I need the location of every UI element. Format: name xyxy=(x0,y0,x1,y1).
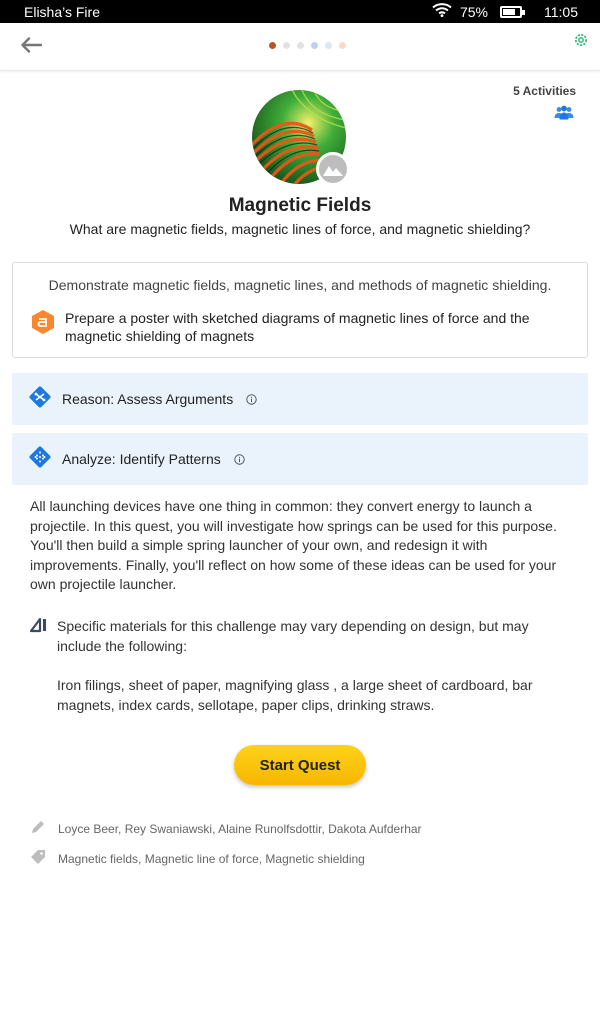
skill-reason[interactable] xyxy=(12,373,588,425)
info-icon[interactable] xyxy=(246,394,257,405)
reason-diamond-icon xyxy=(28,385,52,414)
wifi-icon xyxy=(432,3,452,20)
activities-count[interactable] xyxy=(513,84,576,125)
info-icon[interactable] xyxy=(234,454,245,465)
pencil-icon xyxy=(30,819,46,838)
objective-text: Demonstrate magnetic fields, magnetic lines, and methods of magnetic shielding. xyxy=(48,277,552,293)
users-icon xyxy=(554,105,574,125)
skill-analyze[interactable] xyxy=(12,433,588,485)
progress-dot-1[interactable] xyxy=(269,42,276,49)
clock: 11:05 xyxy=(544,3,578,20)
back-button[interactable] xyxy=(14,33,48,61)
materials-ruler-icon xyxy=(30,617,48,715)
materials-intro: Specific materials for this challenge may vary depending on design, but may include the following: xyxy=(57,618,529,654)
progress-dot-5[interactable] xyxy=(325,42,332,49)
activities-label: 5 Activities xyxy=(513,84,576,98)
progress-dot-3[interactable] xyxy=(297,42,304,49)
settings-button[interactable] xyxy=(574,33,588,47)
tag-icon xyxy=(30,849,46,868)
materials-list: Iron filings, sheet of paper, magnifying glass , a large sheet of cardboard, bar magnets, index cards, sellotape, paper clips, drinking straws. xyxy=(57,677,533,713)
progress-dots xyxy=(269,42,346,49)
materials-text xyxy=(57,617,570,715)
battery-percent: 75% xyxy=(459,3,488,20)
status-bar xyxy=(0,0,600,23)
status-icons xyxy=(432,3,578,20)
task-item xyxy=(31,309,571,345)
skill-label: Analyze: Identify Patterns xyxy=(62,451,221,467)
quest-image xyxy=(252,90,348,186)
carrier-name: Elisha’s Fire xyxy=(24,3,100,20)
app-header xyxy=(0,23,600,71)
objective-card xyxy=(12,262,588,358)
arrow-left-icon xyxy=(20,37,42,58)
battery-fill xyxy=(503,9,515,15)
tags-row xyxy=(30,849,365,868)
authors-text: Loyce Beer, Rey Swaniawski, Alaine Runolfsdottir, Dakota Aufderhar xyxy=(58,821,422,836)
analyze-diamond-icon xyxy=(28,445,52,474)
page-title: Magnetic Fields xyxy=(228,195,372,216)
progress-dot-4[interactable] xyxy=(311,42,318,49)
authors-row xyxy=(30,819,422,838)
page-subtitle: What are magnetic fields, magnetic lines of force, and magnetic shielding? xyxy=(69,221,531,237)
task-text: Prepare a poster with sketched diagrams of magnetic lines of force and the magnetic shielding of magnets xyxy=(65,310,530,344)
image-placeholder-icon[interactable] xyxy=(316,152,350,186)
task-hexagon-icon xyxy=(31,309,55,345)
skill-label: Reason: Assess Arguments xyxy=(62,391,234,407)
materials-section xyxy=(30,617,570,715)
gear-icon xyxy=(574,34,588,51)
start-quest-button[interactable]: Start Quest xyxy=(234,745,366,785)
progress-dot-6[interactable] xyxy=(339,42,346,49)
progress-dot-2[interactable] xyxy=(283,42,290,49)
quest-description: All launching devices have one thing in common: they convert energy to launch a projectile. In this quest, you will investigate how springs can be used for this purpose. You'll then build a simple spring launcher of your own, and redesign it with improvements. Finally, you'll reflect on how some of these ideas can be used for your own projectile launcher. xyxy=(30,498,557,592)
battery-icon xyxy=(500,6,522,18)
tags-text: Magnetic fields, Magnetic line of force, Magnetic shielding xyxy=(58,851,365,866)
